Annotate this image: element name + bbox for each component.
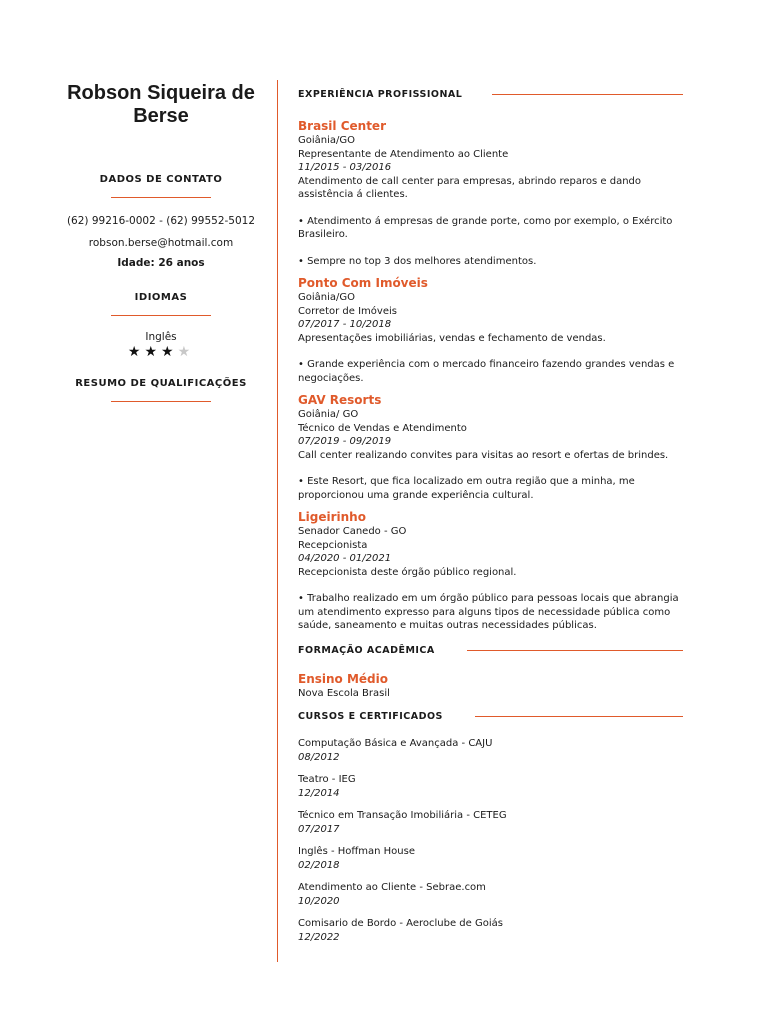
course-item — [298, 917, 683, 944]
job-dates: 07/2019 - 09/2019 — [298, 436, 392, 447]
job-bullet: • Este Resort, que fica localizado em outra região que a minha, me proporcionou uma grande experiência cultural. — [298, 476, 635, 501]
sidebar — [60, 82, 262, 402]
star-filled-icon: ★ — [144, 344, 161, 360]
candidate-name: Robson Siqueira de Berse — [67, 82, 255, 127]
main-column — [298, 82, 683, 944]
job-location: Goiânia/ GO — [298, 409, 359, 420]
languages-divider — [111, 315, 211, 316]
star-filled-icon: ★ — [161, 344, 178, 360]
job-company: Brasil Center — [298, 119, 386, 133]
contact-heading: DADOS DE CONTATO — [99, 174, 223, 185]
course-name: Computação Básica e Avançada - CAJU — [298, 738, 493, 749]
course-date: 07/2017 — [298, 823, 340, 835]
job-bullet: • Atendimento á empresas de grande porte, como por exemplo, o Exército Brasileiro. — [298, 215, 673, 240]
job-location: Senador Canedo - GO — [298, 526, 407, 537]
course-date: 08/2012 — [298, 751, 340, 763]
courses-rule — [475, 716, 683, 717]
job-company: Ponto Com Imóveis — [298, 276, 428, 290]
course-item — [298, 737, 683, 764]
languages-heading: IDIOMAS — [134, 292, 188, 303]
job-description: Atendimento de call center para empresas, abrindo reparos e dando assistência á clientes. — [298, 175, 642, 200]
course-name: Atendimento ao Cliente - Sebrae.com — [298, 882, 486, 893]
courses-list — [298, 737, 683, 944]
job-bullet: • Sempre no top 3 dos melhores atendimentos. — [298, 255, 537, 267]
course-item — [298, 881, 683, 908]
experience-rule — [492, 94, 683, 95]
education-heading: FORMAÇÃO ACADÊMICA — [298, 645, 435, 656]
summary-divider — [111, 401, 211, 402]
job-location: Goiânia/GO — [298, 135, 356, 146]
courses-section-header — [298, 704, 683, 728]
education-school: Nova Escola Brasil — [298, 687, 390, 699]
job-dates: 07/2017 - 10/2018 — [298, 319, 392, 330]
phone-numbers: (62) 99216-0002 - (62) 99552-5012 — [66, 215, 256, 227]
job-role: Representante de Atendimento ao Cliente — [298, 148, 509, 160]
courses-heading: CURSOS E CERTIFICADOS — [298, 710, 443, 722]
education-degree: Ensino Médio — [298, 671, 388, 686]
experience-heading: EXPERIÊNCIA PROFISSIONAL — [298, 88, 463, 100]
job-description: Apresentações imobiliárias, vendas e fechamento de vendas. — [298, 332, 606, 344]
course-item — [298, 845, 683, 872]
job-role: Recepcionista — [298, 539, 368, 551]
course-date: 10/2020 — [298, 895, 340, 907]
contact-divider — [111, 197, 211, 198]
job-role: Técnico de Vendas e Atendimento — [298, 422, 467, 434]
job-entry — [298, 392, 683, 502]
job-entry — [298, 275, 683, 385]
job-description: Recepcionista deste órgão público regional. — [298, 566, 517, 578]
course-name: Técnico em Transação Imobiliária - CETEG — [298, 810, 507, 821]
job-dates: 11/2015 - 03/2016 — [298, 162, 392, 173]
job-entry — [298, 509, 683, 633]
course-date: 12/2022 — [298, 931, 340, 943]
job-company: GAV Resorts — [298, 393, 382, 407]
job-company: Ligeirinho — [298, 510, 366, 524]
job-entry — [298, 118, 683, 268]
course-name: Inglês - Hoffman House — [298, 846, 415, 857]
education-section-header — [298, 639, 683, 663]
age: Idade: 26 anos — [117, 257, 205, 269]
column-divider — [277, 80, 278, 962]
education-rule — [467, 650, 683, 651]
job-description: Call center realizando convites para visitas ao resort e ofertas de brindes. — [298, 449, 669, 461]
experience-section-header — [298, 82, 683, 106]
job-bullet: • Trabalho realizado em um órgão público para pessoas locais que abrangia um atendimento expresso para alguns tipos de necessidade pública como saúde, saneamento e muitas outras necessidades públicas. — [298, 593, 679, 631]
job-dates: 04/2020 - 01/2021 — [298, 553, 392, 564]
language-name: Inglês — [145, 331, 177, 343]
course-name: Teatro - IEG — [298, 774, 356, 785]
course-name: Comisario de Bordo - Aeroclube de Goiás — [298, 918, 503, 929]
course-date: 12/2014 — [298, 787, 340, 799]
education-entry — [298, 671, 683, 701]
language-rating — [60, 344, 262, 360]
job-bullet: • Grande experiência com o mercado financeiro fazendo grandes vendas e negociações. — [298, 359, 675, 384]
course-item — [298, 809, 683, 836]
job-role: Corretor de Imóveis — [298, 305, 397, 317]
job-location: Goiânia/GO — [298, 292, 356, 303]
email-address: robson.berse@hotmail.com — [88, 237, 234, 249]
summary-heading: RESUMO DE QUALIFICAÇÕES — [75, 378, 247, 389]
course-date: 02/2018 — [298, 859, 340, 871]
course-item — [298, 773, 683, 800]
star-empty-icon: ★ — [177, 344, 195, 360]
star-filled-icon: ★ — [127, 344, 145, 360]
